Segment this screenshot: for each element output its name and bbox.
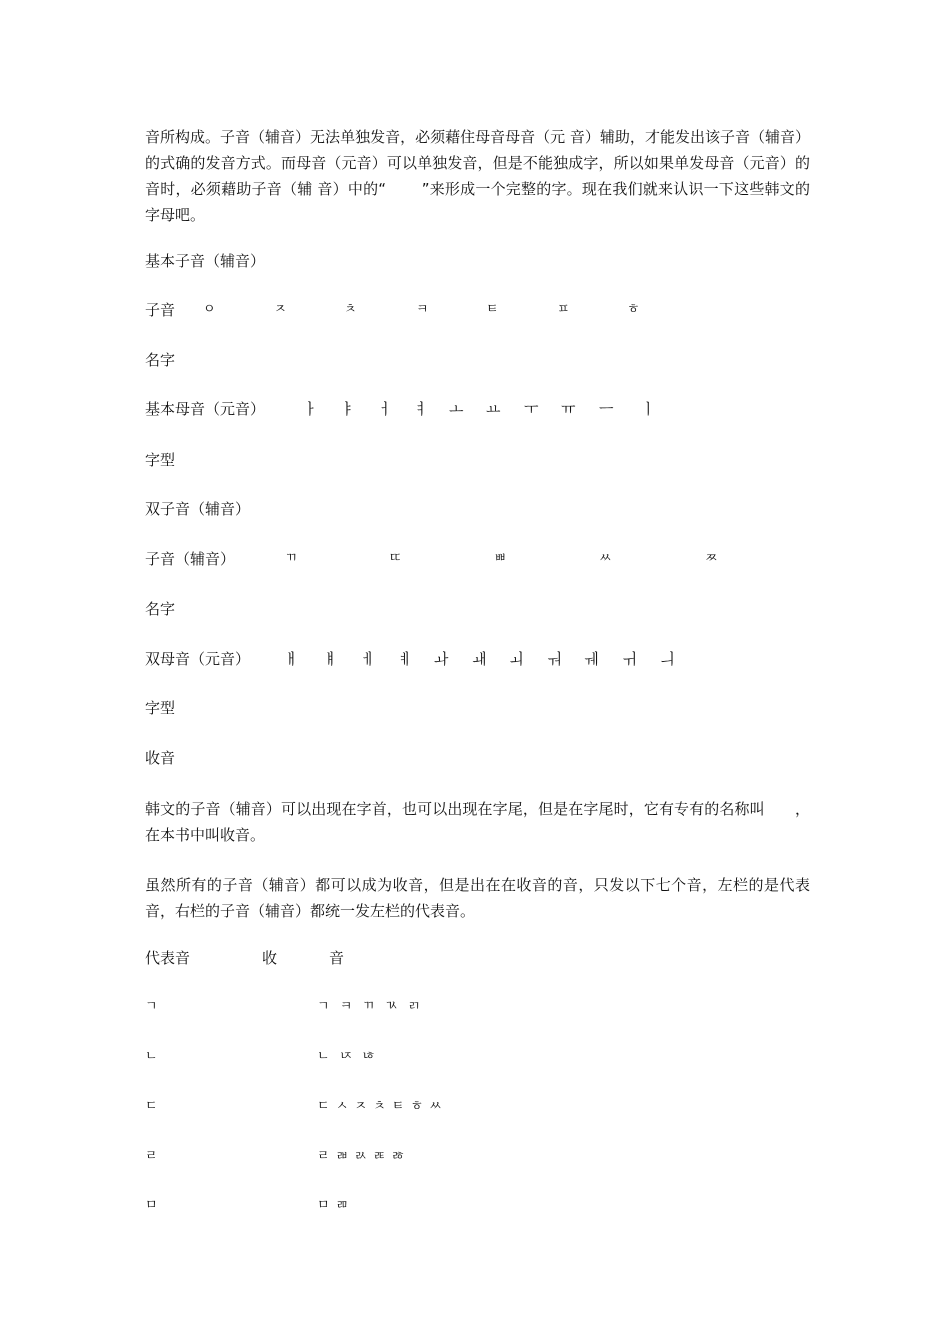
final-sound-group: ㄹ ㄼ ㄽ ㄾ ㅀ — [317, 1149, 405, 1164]
final-paragraph-2: 虽然所有的子音（辅音）都可以成为收音，但是出在在收音的音，只发以下七个音，左栏的是代表音，右栏的子音（辅音）都统一发左栏的代表音。 — [145, 876, 810, 920]
vowel-jamo: ㅡ — [599, 400, 614, 418]
name-label: 名字 — [145, 351, 176, 369]
vowel-jamo: ㅙ — [472, 650, 487, 668]
vowel-jamo: ㅐ — [284, 650, 299, 668]
shape-label: 字型 — [145, 451, 176, 469]
vowel-jamo: ㅒ — [323, 650, 338, 668]
vowel-jamo: ㅖ — [398, 650, 413, 668]
intro-paragraph: 音所构成。子音（辅音）无法单独发音，必须藉住母音母音（元 音）辅助，才能发出该子音（辅音）的式确的发音方式。而母音（元音）可以单独发音，但是不能独成字，所以如果单发母音（元音）的音时，必须藉助子音（辅 音）中的“ ”来形成一个完整的字。现在我们就来认识一下这些韩文的字母吧。 — [145, 128, 810, 224]
vowel-jamo: ㅣ — [641, 400, 656, 418]
vowel-jamo: ㅕ — [414, 400, 429, 418]
consonant-jamo: ㄲ — [285, 551, 298, 566]
final-paragraph-1: 韩文的子音（辅音）可以出现在字首，也可以出现在字尾，但是在字尾时，它有专有的名称叫 ，在本书中叫收音。 — [145, 800, 810, 844]
basic-vowel-label: 基本母音（元音） — [145, 400, 266, 418]
representative-sound: ㄹ — [145, 1149, 158, 1164]
basic-consonant-heading: 基本子音（辅音） — [145, 252, 266, 270]
header-representative: 代表音 — [145, 949, 191, 967]
header-final-1: 收 — [262, 949, 278, 967]
final-heading: 收音 — [145, 749, 176, 767]
consonant-jamo: ㅍ — [557, 302, 570, 317]
name-label: 名字 — [145, 600, 176, 618]
vowel-jamo: ㅓ — [378, 400, 393, 418]
vowel-jamo: ㅘ — [434, 650, 449, 668]
vowel-jamo: ㅛ — [486, 400, 501, 418]
vowel-jamo: ㅟ — [622, 650, 637, 668]
vowel-jamo: ㅏ — [303, 400, 318, 418]
representative-sound: ㅁ — [145, 1198, 158, 1213]
shape-label: 字型 — [145, 699, 176, 717]
header-final-2: 音 — [329, 949, 345, 967]
consonant-jamo: ㅃ — [494, 551, 507, 566]
consonant-jamo: ㅇ — [203, 302, 216, 317]
vowel-jamo: ㅞ — [584, 650, 599, 668]
consonant-jamo: ㅌ — [486, 302, 499, 317]
double-consonant-heading: 双子音（辅音） — [145, 500, 251, 518]
consonant-jamo: ㅎ — [627, 302, 640, 317]
vowel-jamo: ㅗ — [449, 400, 464, 418]
final-sound-group: ㄱ ㅋ ㄲ ㄳ ㄺ — [317, 999, 421, 1014]
final-sound-group: ㄴ ㄵ ㄶ — [317, 1049, 375, 1064]
vowel-jamo: ㅑ — [340, 400, 355, 418]
vowel-jamo: ㅜ — [524, 400, 539, 418]
vowel-jamo: ㅝ — [547, 650, 562, 668]
representative-sound: ㄷ — [145, 1099, 158, 1114]
representative-sound: ㄱ — [145, 999, 158, 1014]
vowel-jamo: ㅚ — [509, 650, 524, 668]
double-vowel-label: 双母音（元音） — [145, 650, 251, 668]
final-sound-group: ㄷ ㅅ ㅈ ㅊ ㅌ ㅎ ㅆ — [317, 1099, 442, 1114]
final-sound-group: ㅁ ㄻ — [317, 1198, 349, 1213]
double-consonant-label: 子音（辅音） — [145, 550, 236, 568]
consonant-jamo: ㅊ — [344, 302, 357, 317]
vowel-jamo: ㅔ — [361, 650, 376, 668]
consonant-jamo: ㅋ — [416, 302, 429, 317]
basic-consonant-label: 子音 — [145, 301, 176, 319]
vowel-jamo: ㅠ — [561, 400, 576, 418]
consonant-jamo: ㅆ — [599, 551, 612, 566]
representative-sound: ㄴ — [145, 1049, 158, 1064]
consonant-jamo: ㄸ — [389, 551, 402, 566]
vowel-jamo: ㅢ — [660, 650, 675, 668]
consonant-jamo: ㅉ — [705, 551, 718, 566]
consonant-jamo: ㅈ — [274, 302, 287, 317]
